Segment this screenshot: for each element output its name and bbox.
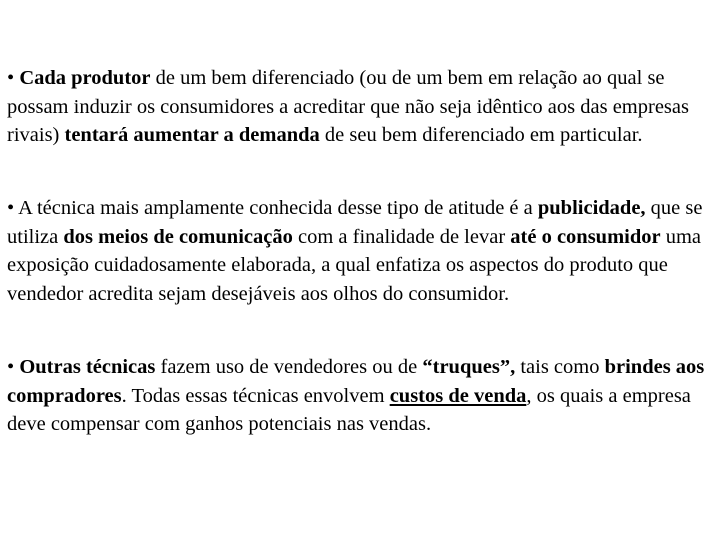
body-text: . Todas essas técnicas envolvem	[121, 384, 390, 407]
emphasis-text: tentará aumentar a demanda	[64, 124, 320, 146]
body-text: •	[7, 356, 20, 378]
bullet-paragraph-1	[7, 64, 715, 150]
emphasis-text: publicidade,	[537, 197, 646, 219]
body-text: • A técnica mais amplamente conhecida desse tipo de atitude é a	[7, 197, 538, 219]
emphasis-text: até o consumidor	[510, 225, 661, 248]
emphasis-text: Cada produtor	[19, 67, 151, 89]
body-text: de um bem diferenciado (ou de um bem em relação ao qual se possam induzir os consumidores a acreditar que não seja idêntico aos das empresas rivais)	[7, 67, 689, 146]
body-text: que se utiliza	[7, 197, 703, 248]
body-text: de seu bem diferenciado em particular.	[319, 124, 643, 146]
emphasis-text: brindes aos compradores	[7, 356, 705, 407]
emphasis-text: dos meios de comunicação	[63, 225, 293, 248]
emphasis-text: “truques”,	[422, 356, 516, 378]
bullet-paragraph-3	[7, 353, 715, 439]
body-text: uma exposição cuidadosamente elaborada, a qual enfatiza os aspectos do produto que vendedor acredita sejam desejáveis aos olhos do consumidor.	[7, 225, 702, 305]
body-text: tais como	[515, 356, 605, 378]
emphasis-text: custos de venda	[389, 384, 527, 407]
body-text: , os quais a empresa deve compensar com ganhos potenciais nas vendas.	[7, 384, 691, 435]
body-text: fazem uso de vendedores ou de	[155, 356, 423, 378]
body-text: com a finalidade de levar	[292, 225, 511, 248]
body-text: •	[7, 67, 20, 89]
emphasis-text: Outras técnicas	[19, 356, 156, 378]
bullet-paragraph-2	[7, 194, 715, 308]
